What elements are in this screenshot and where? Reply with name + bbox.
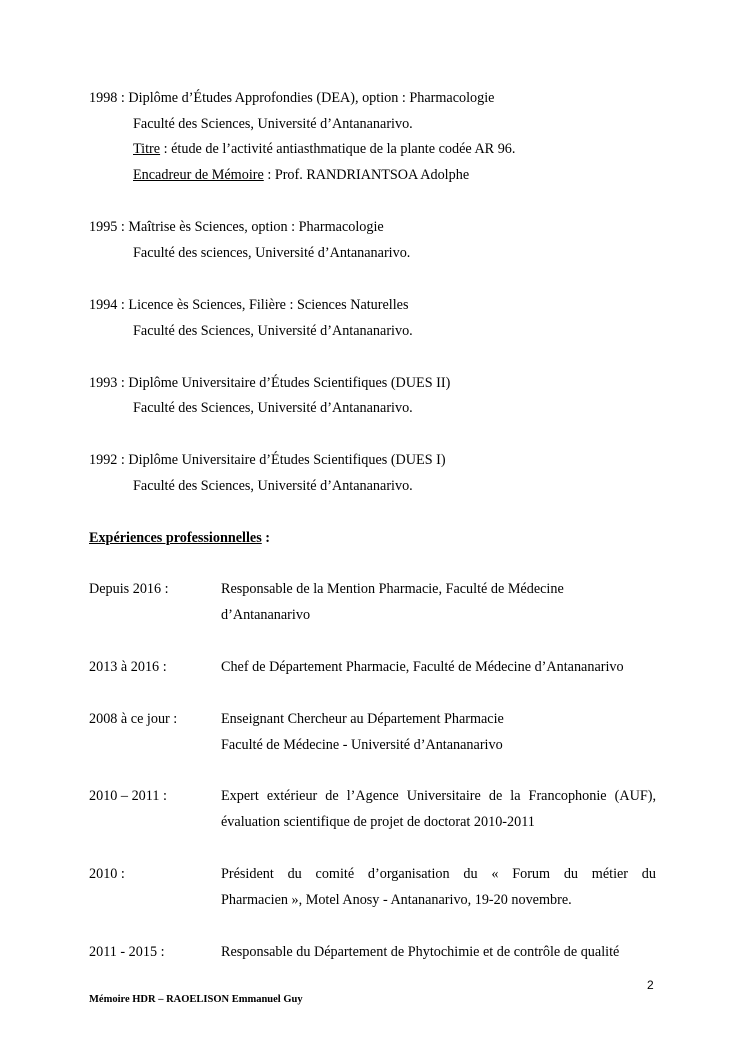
experience-description: Chef de Département Pharmacie, Faculté de Médecine d’Antananarivo (221, 659, 624, 675)
education-licence-heading: 1994 : Licence ès Sciences, Filière : Sciences Naturelles (89, 297, 409, 313)
experience-period: Depuis 2016 : (89, 581, 169, 597)
experience-description: Expert extérieur de l’Agence Universitaire de la Francophonie (AUF), (221, 788, 656, 804)
education-dues2-institution: Faculté des Sciences, Université d’Antananarivo. (133, 400, 413, 416)
experience-period: 2008 à ce jour : (89, 711, 178, 727)
education-dues1-heading: 1992 : Diplôme Universitaire d’Études Scientifiques (DUES I) (89, 452, 446, 468)
experience-period: 2013 à 2016 : (89, 659, 167, 675)
experience-description: Enseignant Chercheur au Département Pharmacie (221, 711, 504, 727)
experience-description: Faculté de Médecine - Université d’Antananarivo (221, 737, 503, 753)
education-maitrise-institution: Faculté des sciences, Université d’Antananarivo. (133, 245, 411, 261)
education-dea-titre (133, 140, 515, 158)
experience-period: 2010 : (89, 866, 125, 882)
experience-description: Responsable de la Mention Pharmacie, Faculté de Médecine (221, 581, 564, 597)
education-maitrise-heading: 1995 : Maîtrise ès Sciences, option : Pharmacologie (89, 219, 384, 235)
encadreur-label: Encadreur de Mémoire (133, 167, 264, 183)
education-dea-institution: Faculté des Sciences, Université d’Antananarivo. (133, 116, 413, 132)
education-licence-institution: Faculté des Sciences, Université d’Antananarivo. (133, 323, 413, 339)
experiences-heading (89, 529, 270, 547)
experience-description: Pharmacien », Motel Anosy - Antananarivo, 19-20 novembre. (221, 892, 572, 908)
experience-description: évaluation scientifique de projet de doctorat 2010-2011 (221, 814, 535, 830)
experience-description: Président du comité d’organisation du « Forum du métier du (221, 866, 656, 882)
education-dea-heading: 1998 : Diplôme d’Études Approfondies (DEA), option : Pharmacologie (89, 90, 495, 106)
education-dues2-heading: 1993 : Diplôme Universitaire d’Études Scientifiques (DUES II) (89, 375, 451, 391)
titre-text: : étude de l’activité antiasthmatique de la plante codée AR 96. (160, 141, 516, 157)
experience-description: Responsable du Département de Phytochimie et de contrôle de qualité (221, 944, 620, 960)
encadreur-text: : Prof. RANDRIANTSOA Adolphe (263, 167, 470, 183)
education-dues1-institution: Faculté des Sciences, Université d’Antananarivo. (133, 478, 413, 494)
page-footer: Mémoire HDR – RAOELISON Emmanuel Guy (89, 994, 303, 1005)
experiences-heading-label: Expériences professionnelles (89, 530, 262, 546)
page-number: 2 (647, 978, 654, 992)
experience-period: 2010 – 2011 : (89, 788, 167, 804)
education-dea-encadreur (133, 166, 469, 184)
experiences-heading-suffix: : (261, 530, 271, 546)
experience-description: d’Antananarivo (221, 607, 311, 623)
titre-label: Titre (133, 141, 161, 157)
experience-period: 2011 - 2015 : (89, 944, 165, 960)
